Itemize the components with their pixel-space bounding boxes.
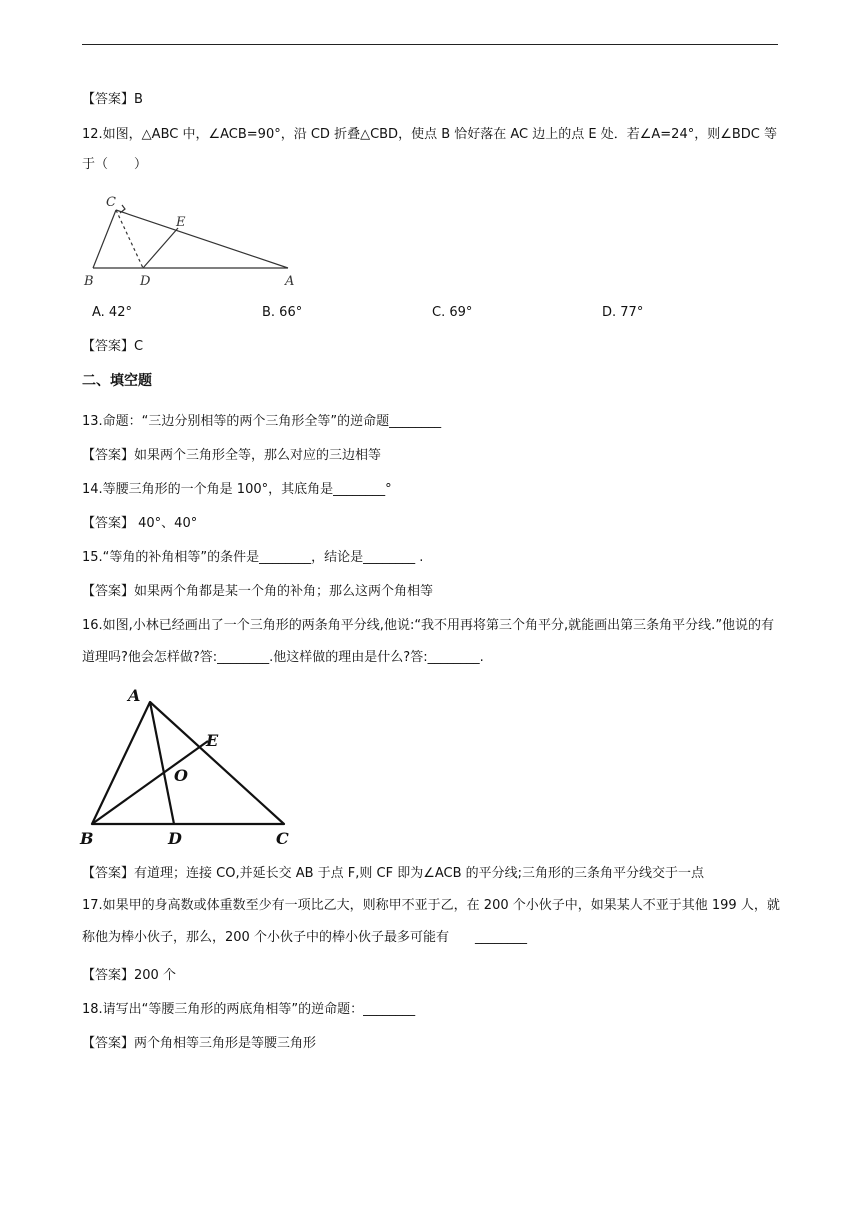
label-b: B: [84, 274, 94, 289]
option-a: A. 42°: [92, 305, 132, 320]
label-c: C: [106, 195, 116, 210]
answer-16: 【答案】有道理；连接 CO,并延长交 AB 于点 F,则 CF 即为∠ACB 的平分线;三角形的三条角平分线交于一点: [82, 866, 705, 881]
fold-line-cd: [116, 210, 143, 268]
question-12: 12.如图，△ABC 中，∠ACB=90°，沿 CD 折叠△CBD，使点 B 恰好落在 AC 边上的点 E 处．若∠A=24°，则∠BDC 等于（ ）: [82, 127, 778, 172]
label-a: A: [285, 274, 295, 289]
side-ca: [116, 210, 288, 268]
label-b: B: [80, 829, 94, 848]
figure-angle-bisectors: [78, 684, 298, 854]
label-d: D: [168, 829, 182, 848]
label-d: D: [140, 274, 151, 289]
side-cb: [93, 210, 116, 268]
answer-12: 【答案】C: [82, 339, 144, 354]
triangle-abc: [92, 702, 284, 824]
option-d: D. 77°: [602, 305, 644, 320]
answer-11: 【答案】B: [82, 92, 143, 107]
bisector-be: [92, 741, 208, 824]
option-b: B. 66°: [262, 305, 303, 320]
question-17: 17.如果甲的身高数或体重数至少有一项比乙大，则称甲不亚于乙，在 200 个小伙子中，如果某人不亚于其他 199 人，就称他为棒小伙子，那么，200 个小伙子中的棒小伙子最多可能有 ________: [82, 898, 780, 945]
section-heading: 二、填空题: [82, 373, 152, 389]
label-e: E: [206, 731, 219, 750]
header-rule: [82, 44, 778, 45]
label-o: O: [174, 766, 188, 785]
question-18: 18.请写出“等腰三角形的两底角相等”的逆命题：________: [82, 1002, 416, 1017]
label-e: E: [176, 215, 186, 230]
answer-15: 【答案】如果两个角都是某一个角的补角；那么这两个角相等: [82, 584, 434, 599]
question-16: 16.如图,小林已经画出了一个三角形的两条角平分线,他说:“我不用再将第三个角平分,就能画出第三条角平分线.”他说的有道理吗?他会怎样做?答:________.他这样做的理由是什么?答:________.: [82, 618, 775, 665]
question-14: 14.等腰三角形的一个角是 100°，其底角是________°: [82, 482, 392, 497]
answer-14: 【答案】 40°、40°: [82, 516, 198, 531]
answer-13: 【答案】如果两个三角形全等，那么对应的三边相等: [82, 448, 382, 463]
label-c: C: [276, 829, 289, 848]
figure-fold-triangle: [80, 190, 310, 290]
segment-de: [143, 228, 178, 268]
answer-18: 【答案】两个角相等三角形是等腰三角形: [82, 1036, 317, 1051]
question-15: 15.“等角的补角相等”的条件是________，结论是________ .: [82, 550, 424, 565]
option-c: C. 69°: [432, 305, 473, 320]
question-13: 13.命题：“三边分别相等的两个三角形全等”的逆命题________: [82, 414, 442, 429]
label-a: A: [128, 686, 141, 705]
answer-17: 【答案】200 个: [82, 968, 176, 983]
